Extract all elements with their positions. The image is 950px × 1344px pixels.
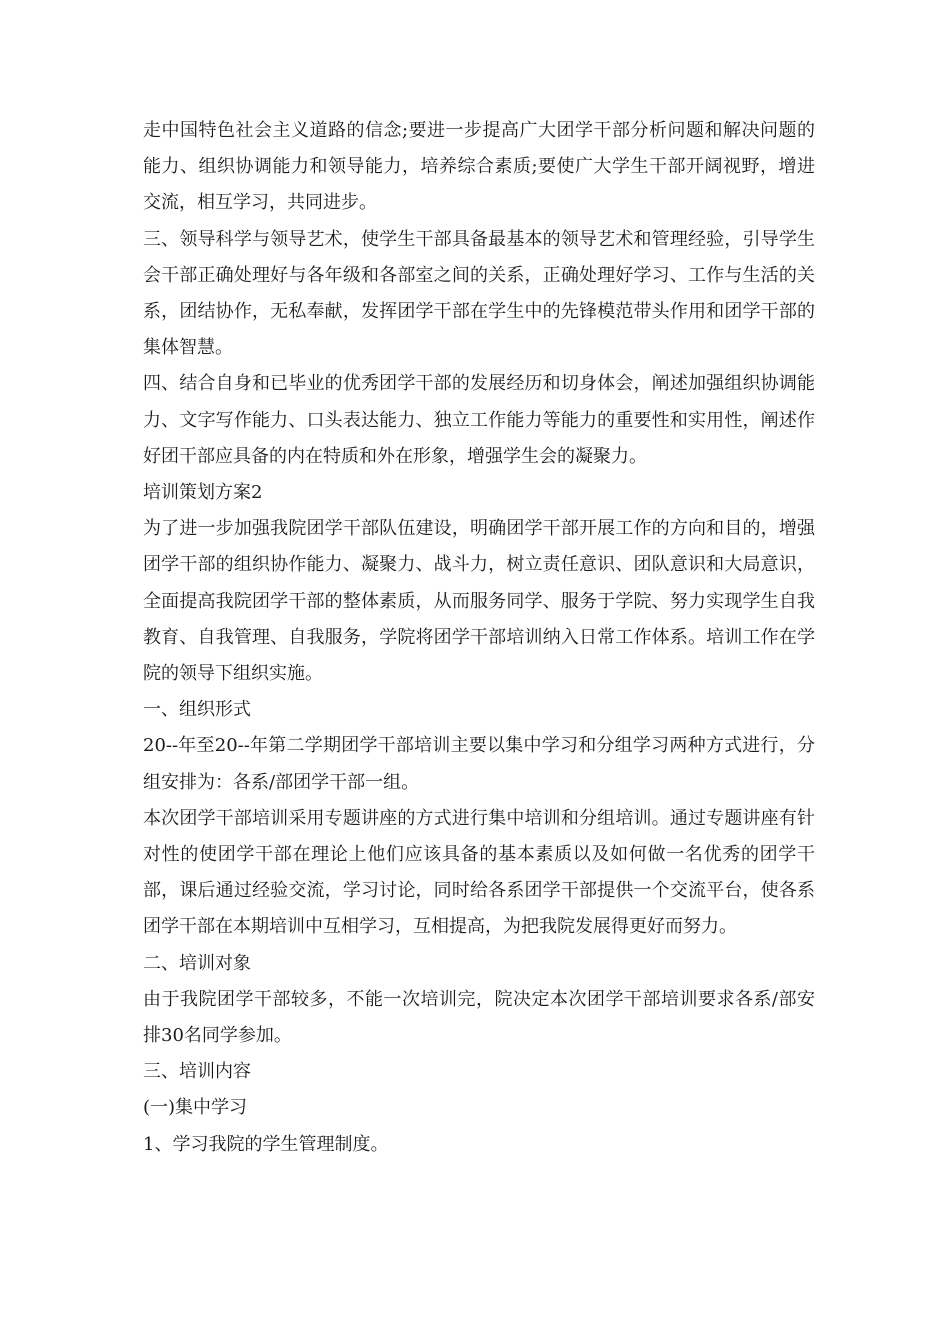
paragraph-item-three: 三、领导科学与领导艺术，使学生干部具备最基本的领导艺术和管理经验，引导学生会干部正确处理好与各年级和各部室之间的关系，正确处理好学习、工作与生活的关系，团结协作，无私奉献，发挥团学干部在学生中的先锋模范带头作用和团学干部的集体智慧。 — [143, 228, 815, 359]
heading-organization-form: 一、组织形式 — [143, 699, 251, 721]
subheading-centralized-study: (一)集中学习 — [143, 1097, 248, 1119]
paragraph-training-method: 本次团学干部培训采用专题讲座的方式进行集中培训和分组培训。通过专题讲座有针对性的使团学干部在理论上他们应该具备的基本素质以及如何做一名优秀的团学干部，课后通过经验交流，学习讨论，同时给各系团学干部提供一个交流平台，使各系团学干部在本期培训中互相学习，互相提高，为把我院发展得更好而努力。 — [143, 807, 815, 938]
document-page — [143, 113, 815, 1163]
paragraph-training-target: 由于我院团学干部较多，不能一次培训完，院决定本次团学干部培训要求各系/部安排30名同学参加。 — [143, 988, 815, 1047]
list-item-management-rules: 1、学习我院的学生管理制度。 — [143, 1133, 389, 1155]
heading-training-target: 二、培训对象 — [143, 952, 251, 974]
paragraph-intro: 为了进一步加强我院团学干部队伍建设，明确团学干部开展工作的方向和目的，增强团学干部的组织协作能力、凝聚力、战斗力，树立责任意识、团队意识和大局意识，全面提高我院团学干部的整体素质，从而服务同学、服务于学院、努力实现学生自我教育、自我管理、自我服务，学院将团学干部培训纳入日常工作体系。培训工作在学院的领导下组织实施。 — [143, 518, 815, 685]
heading-training-content: 三、培训内容 — [143, 1061, 251, 1083]
paragraph-item-four: 四、结合自身和已毕业的优秀团学干部的发展经历和切身体会，阐述加强组织协调能力、文字写作能力、口头表达能力、独立工作能力等能力的重要性和实用性，阐述作好团干部应具备的内在特质和外在形象，增强学生会的凝聚力。 — [143, 373, 815, 467]
paragraph-continuation: 走中国特色社会主义道路的信念;要进一步提高广大团学干部分析问题和解决问题的能力、组织协调能力和领导能力，培养综合素质;要使广大学生干部开阔视野，增进交流，相互学习，共同进步。 — [143, 120, 815, 214]
section-title: 培训策划方案2 — [143, 482, 263, 504]
paragraph-organization-form: 20--年至20--年第二学期团学干部培训主要以集中学习和分组学习两种方式进行，分组安排为：各系/部团学干部一组。 — [143, 735, 815, 793]
